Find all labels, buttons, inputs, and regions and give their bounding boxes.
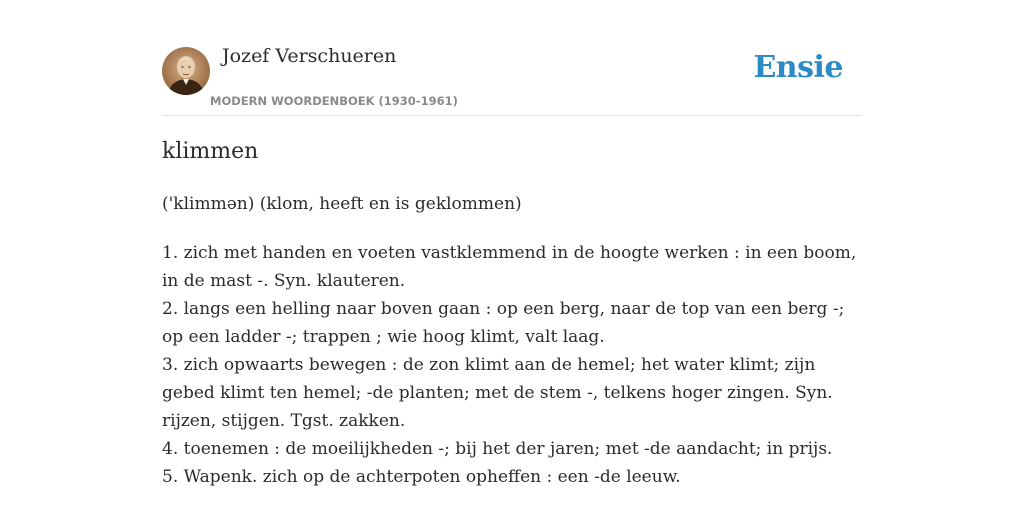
definition-item: 3. zich opwaarts bewegen : de zon klimt aan de hemel; het water klimt; zijn gebed klimt ten hemel; -de planten; met de stem -, telkens hoger zingen. Syn. rijzen, stijgen. Tgst. zakken. <box>162 355 833 431</box>
entry-headword: klimmen <box>162 139 259 164</box>
source-label[interactable]: MODERN WOORDENBOEK (1930-1961) <box>210 94 458 108</box>
definition-item: 1. zich met handen en voeten vastklemmend in de hoogte werken : in een boom, in de mast -. Syn. klauteren. <box>162 243 857 291</box>
author-avatar[interactable] <box>162 47 210 95</box>
author-portrait-image <box>162 47 210 95</box>
entry-pronunciation: ('klimmən) (klom, heeft en is geklommen) <box>162 194 522 214</box>
author-name[interactable]: Jozef Verschueren <box>222 45 397 67</box>
definition-item: 4. toenemen : de moeilijkheden -; bij het der jaren; met -de aandacht; in prijs. <box>162 439 833 459</box>
definition-list <box>162 239 862 491</box>
header-divider <box>162 115 862 116</box>
definition-item: 2. langs een helling naar boven gaan : op een berg, naar de top van een berg -; op een ladder -; trappen ; wie hoog klimt, valt laag. <box>162 299 845 347</box>
brand-logo[interactable]: Ensie <box>753 50 843 85</box>
definition-item: 5. Wapenk. zich op de achterpoten opheffen : een -de leeuw. <box>162 467 681 487</box>
